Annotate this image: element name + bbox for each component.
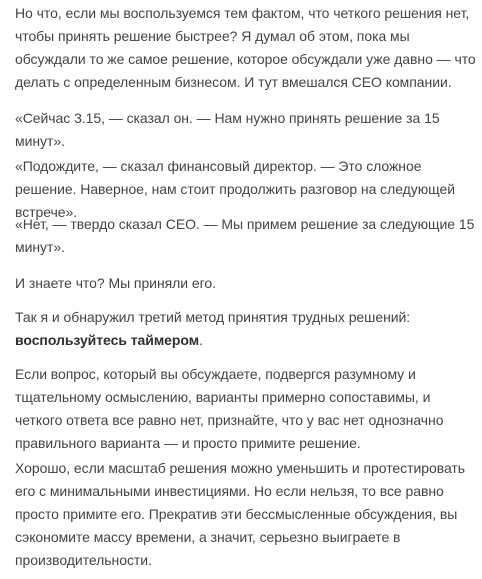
paragraph-ceo-quote: «Сейчас 3.15, — сказал он. — Нам нужно принять решение за 15 минут». <box>15 110 440 149</box>
method-text: Так я и обнаружил третий метод принятия трудных решений: <box>15 309 411 325</box>
method-end: . <box>199 332 203 348</box>
paragraph-advice: Если вопрос, который вы обсуждаете, подвергся разумному и тщательному осмыслению, варианты примерно сопоставимы, и четкого ответа все равно нет, признайте, что у вас нет однозначно правильного варианта — и просто примите решение. <box>15 366 444 451</box>
paragraph-method <box>15 306 478 352</box>
method-emphasis: воспользуйтесь таймером <box>15 332 199 348</box>
paragraph-result: И знаете что? Мы приняли его. <box>15 275 216 291</box>
paragraph-cfo-quote: «Подождите, — сказал финансовый директор. — Это сложное решение. Наверное, нам стоит продолжить разговор на следующей встрече». <box>15 158 455 220</box>
paragraph-conclusion: Хорошо, если масштаб решения можно уменьшить и протестировать его с минимальными инвестициями. Но если нельзя, то все равно просто примите его. Прекратив эти бессмысленные обсуждения, вы сэкономите массу времени, а значит, серьезно выиграете в производительности. <box>15 460 465 568</box>
paragraph-intro: Но что, если мы воспользуемся тем фактом, что четкого решения нет, чтобы принять решение быстрее? Я думал об этом, пока мы обсуждали то же самое решение, которое обсуждали уже давно — что делать с определенным бизнесом. И тут вмешался CEO компании. <box>15 5 476 90</box>
paragraph-ceo-reply: «Нет, — твердо сказал CEO. — Мы примем решение за следующие 15 минут». <box>15 216 475 255</box>
